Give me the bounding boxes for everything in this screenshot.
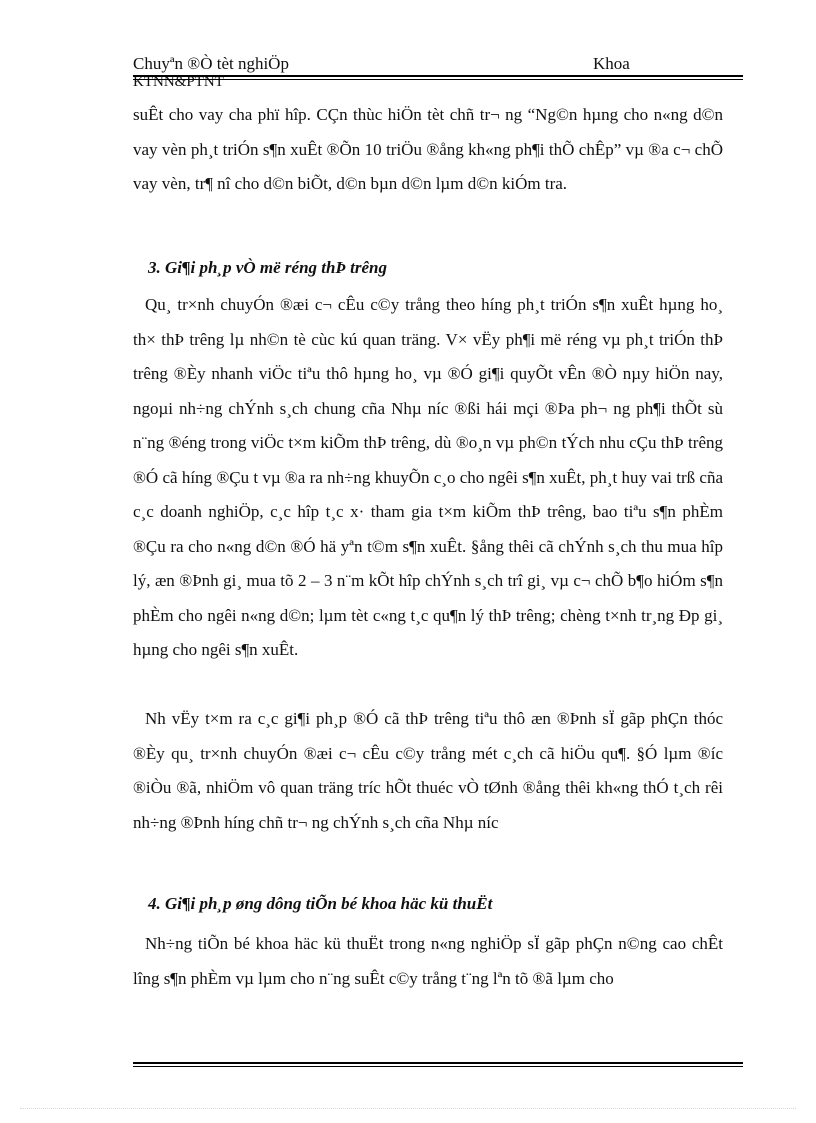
paragraph-technology: Nh÷ng tiÕn bé khoa häc kü thuËt trong n«ng nghiÖp sÏ gãp phÇn n©ng cao chÊt lîng s¶n phÈm vµ lµm cho n¨ng suÊt c©y trång t¨ng lªn tõ ®ã lµm cho	[133, 934, 723, 988]
paragraph-loan-policy: suÊt cho vay cha phï hîp. CÇn thùc hiÖn tèt chñ tr¬ ng “Ng©n hµng cho n«ng d©n vay vèn ph¸t triÓn s¶n xuÊt ®Õn 10 triÖu ®ång kh«ng ph¶i thÕ chÊp” vµ ®a c¬ chÕ vay vèn, tr¶ nî cho d©n biÕt, d©n bµn d©n lµm d©n kiÓm tra.	[133, 105, 723, 193]
page-boundary	[20, 1108, 796, 1109]
header-rule-thin	[133, 79, 743, 80]
header-faculty: Khoa	[593, 54, 630, 73]
page-header	[133, 52, 743, 92]
paragraph-market-conclusion: Nh vËy t×m ra c¸c gi¶i ph¸p ®Ó cã thÞ trêng tiªu thô æn ®Þnh sÏ gãp phÇn thóc ®Èy qu¸ tr×nh chuyÓn ®æi c¬ cÊu c©y trång mét c¸ch cã hiÖu qu¶. §Ó lµm ®íc ®iÒu ®ã, nhiÖm vô quan träng tríc hÕt thuéc vÒ tØnh ®ång thêi kh«ng thÓ t¸ch rêi nh÷ng ®Þnh híng chñ tr¬ ng chÝnh s¸ch cña Nhµ níc	[133, 709, 723, 832]
header-rule-thick	[133, 75, 743, 77]
paragraph-market-expansion: Qu¸ tr×nh chuyÓn ®æi c¬ cÊu c©y trång theo híng ph¸t triÓn s¶n xuÊt hµng ho¸ th× thÞ trêng lµ nh©n tè cùc kú quan träng. V× vËy ph¶i më réng vµ ph¸t triÓn thÞ trêng ®Èy nhanh viÖc tiªu thô hµng ho¸ vµ ®Ó gi¶i quyÕt vÊn ®Ò nµy hiÖn nay, ngoµi nh÷ng chÝnh s¸ch chung cña Nhµ níc ®ßi hái mçi ®Þa ph¬ ng ph¶i thÕt sù n¨ng ®éng trong viÖc t×m kiÕm thÞ trêng, dù ®o¸n vµ ph©n tÝch nhu cÇu thÞ trêng ®Ó cã híng ®Çu t vµ ®a ra nh÷ng khuyÕn c¸o cho ngêi s¶n xuÊt, ph¸t huy vai trß cña c¸c doanh nghiÖp, c¸c hîp t¸c x· tham gia t×m kiÕm thÞ trêng, bao tiªu s¶n phÈm ®Çu ra cho n«ng d©n ®Ó hä yªn t©m s¶n xuÊt. §ång thêi cã chÝnh s¸ch thu mua hîp lý, æn ®Þnh gi¸ mua tõ 2 – 3 n¨m kÕt hîp chÝnh s¸ch trî gi¸ vµ c¬ chÕ b¶o hiÓm s¶n phÈm cho ngêi n«ng d©n; lµm tèt c«ng t¸c qu¶n lý thÞ trêng; chèng t×nh tr¸ng Ðp gi¸ hµng cho ngêi s¶n xuÊt.	[133, 295, 723, 659]
footer-rule-thick	[133, 1062, 743, 1064]
header-department: KTNN&PTNT	[133, 74, 224, 90]
section-heading-3: 3. Gi¶i ph¸p vÒ më réng thÞ trêng	[148, 258, 387, 277]
footer-rule-thin	[133, 1066, 743, 1067]
section-heading-4: 4. Gi¶i ph¸p øng dông tiÕn bé khoa häc kü thuËt	[148, 894, 493, 913]
header-title: Chuyªn ®Ò tèt nghiÖp	[133, 54, 289, 73]
